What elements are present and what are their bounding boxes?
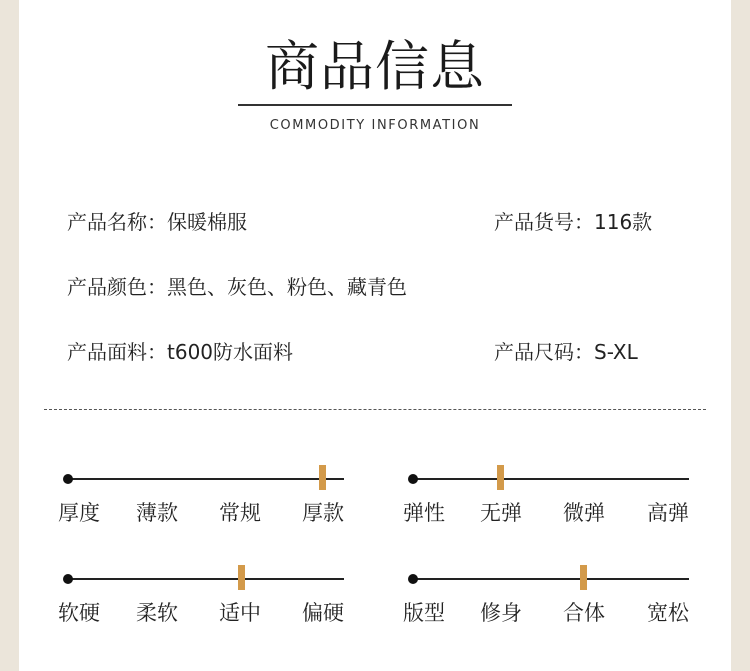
scale-marker — [497, 465, 504, 490]
scale-option: 高弹 — [647, 501, 689, 525]
scale-start-dot — [408, 574, 418, 584]
product-name: 产品名称：保暖棉服 — [67, 210, 247, 234]
scale-track — [413, 478, 689, 480]
scale-option: 宽松 — [647, 601, 689, 625]
scale-label: 版型 — [403, 601, 445, 625]
page-subtitle: COMMODITY INFORMATION — [269, 118, 481, 133]
section-divider — [44, 409, 706, 410]
scale-track — [68, 578, 344, 580]
scale-option: 合体 — [563, 601, 605, 625]
product-size: 产品尺码：S-XL — [494, 340, 638, 364]
scale-label: 厚度 — [58, 501, 100, 525]
scale-marker — [319, 465, 326, 490]
scale-marker — [580, 565, 587, 590]
scale-start-dot — [63, 574, 73, 584]
scale-label: 弹性 — [403, 501, 445, 525]
product-fabric: 产品面料：t600防水面料 — [67, 340, 294, 364]
scale-option: 常规 — [219, 501, 261, 525]
scale-track — [413, 578, 689, 580]
scale-option: 微弹 — [563, 501, 605, 525]
scale-label: 软硬 — [58, 601, 100, 625]
scale-option: 厚款 — [302, 501, 344, 525]
scale-option: 适中 — [219, 601, 261, 625]
scale-marker — [238, 565, 245, 590]
scale-track — [68, 478, 344, 480]
scale-option: 无弹 — [480, 501, 522, 525]
page-title: 商品信息 — [265, 35, 485, 98]
scale-option: 偏硬 — [302, 601, 344, 625]
scale-option: 柔软 — [136, 601, 178, 625]
scale-start-dot — [408, 474, 418, 484]
scale-option: 薄款 — [136, 501, 178, 525]
scale-option: 修身 — [480, 601, 522, 625]
product-colors: 产品颜色：黑色、灰色、粉色、藏青色 — [67, 275, 407, 299]
product-item-number: 产品货号：116款 — [494, 210, 653, 234]
scale-start-dot — [63, 474, 73, 484]
title-underline — [238, 104, 512, 106]
